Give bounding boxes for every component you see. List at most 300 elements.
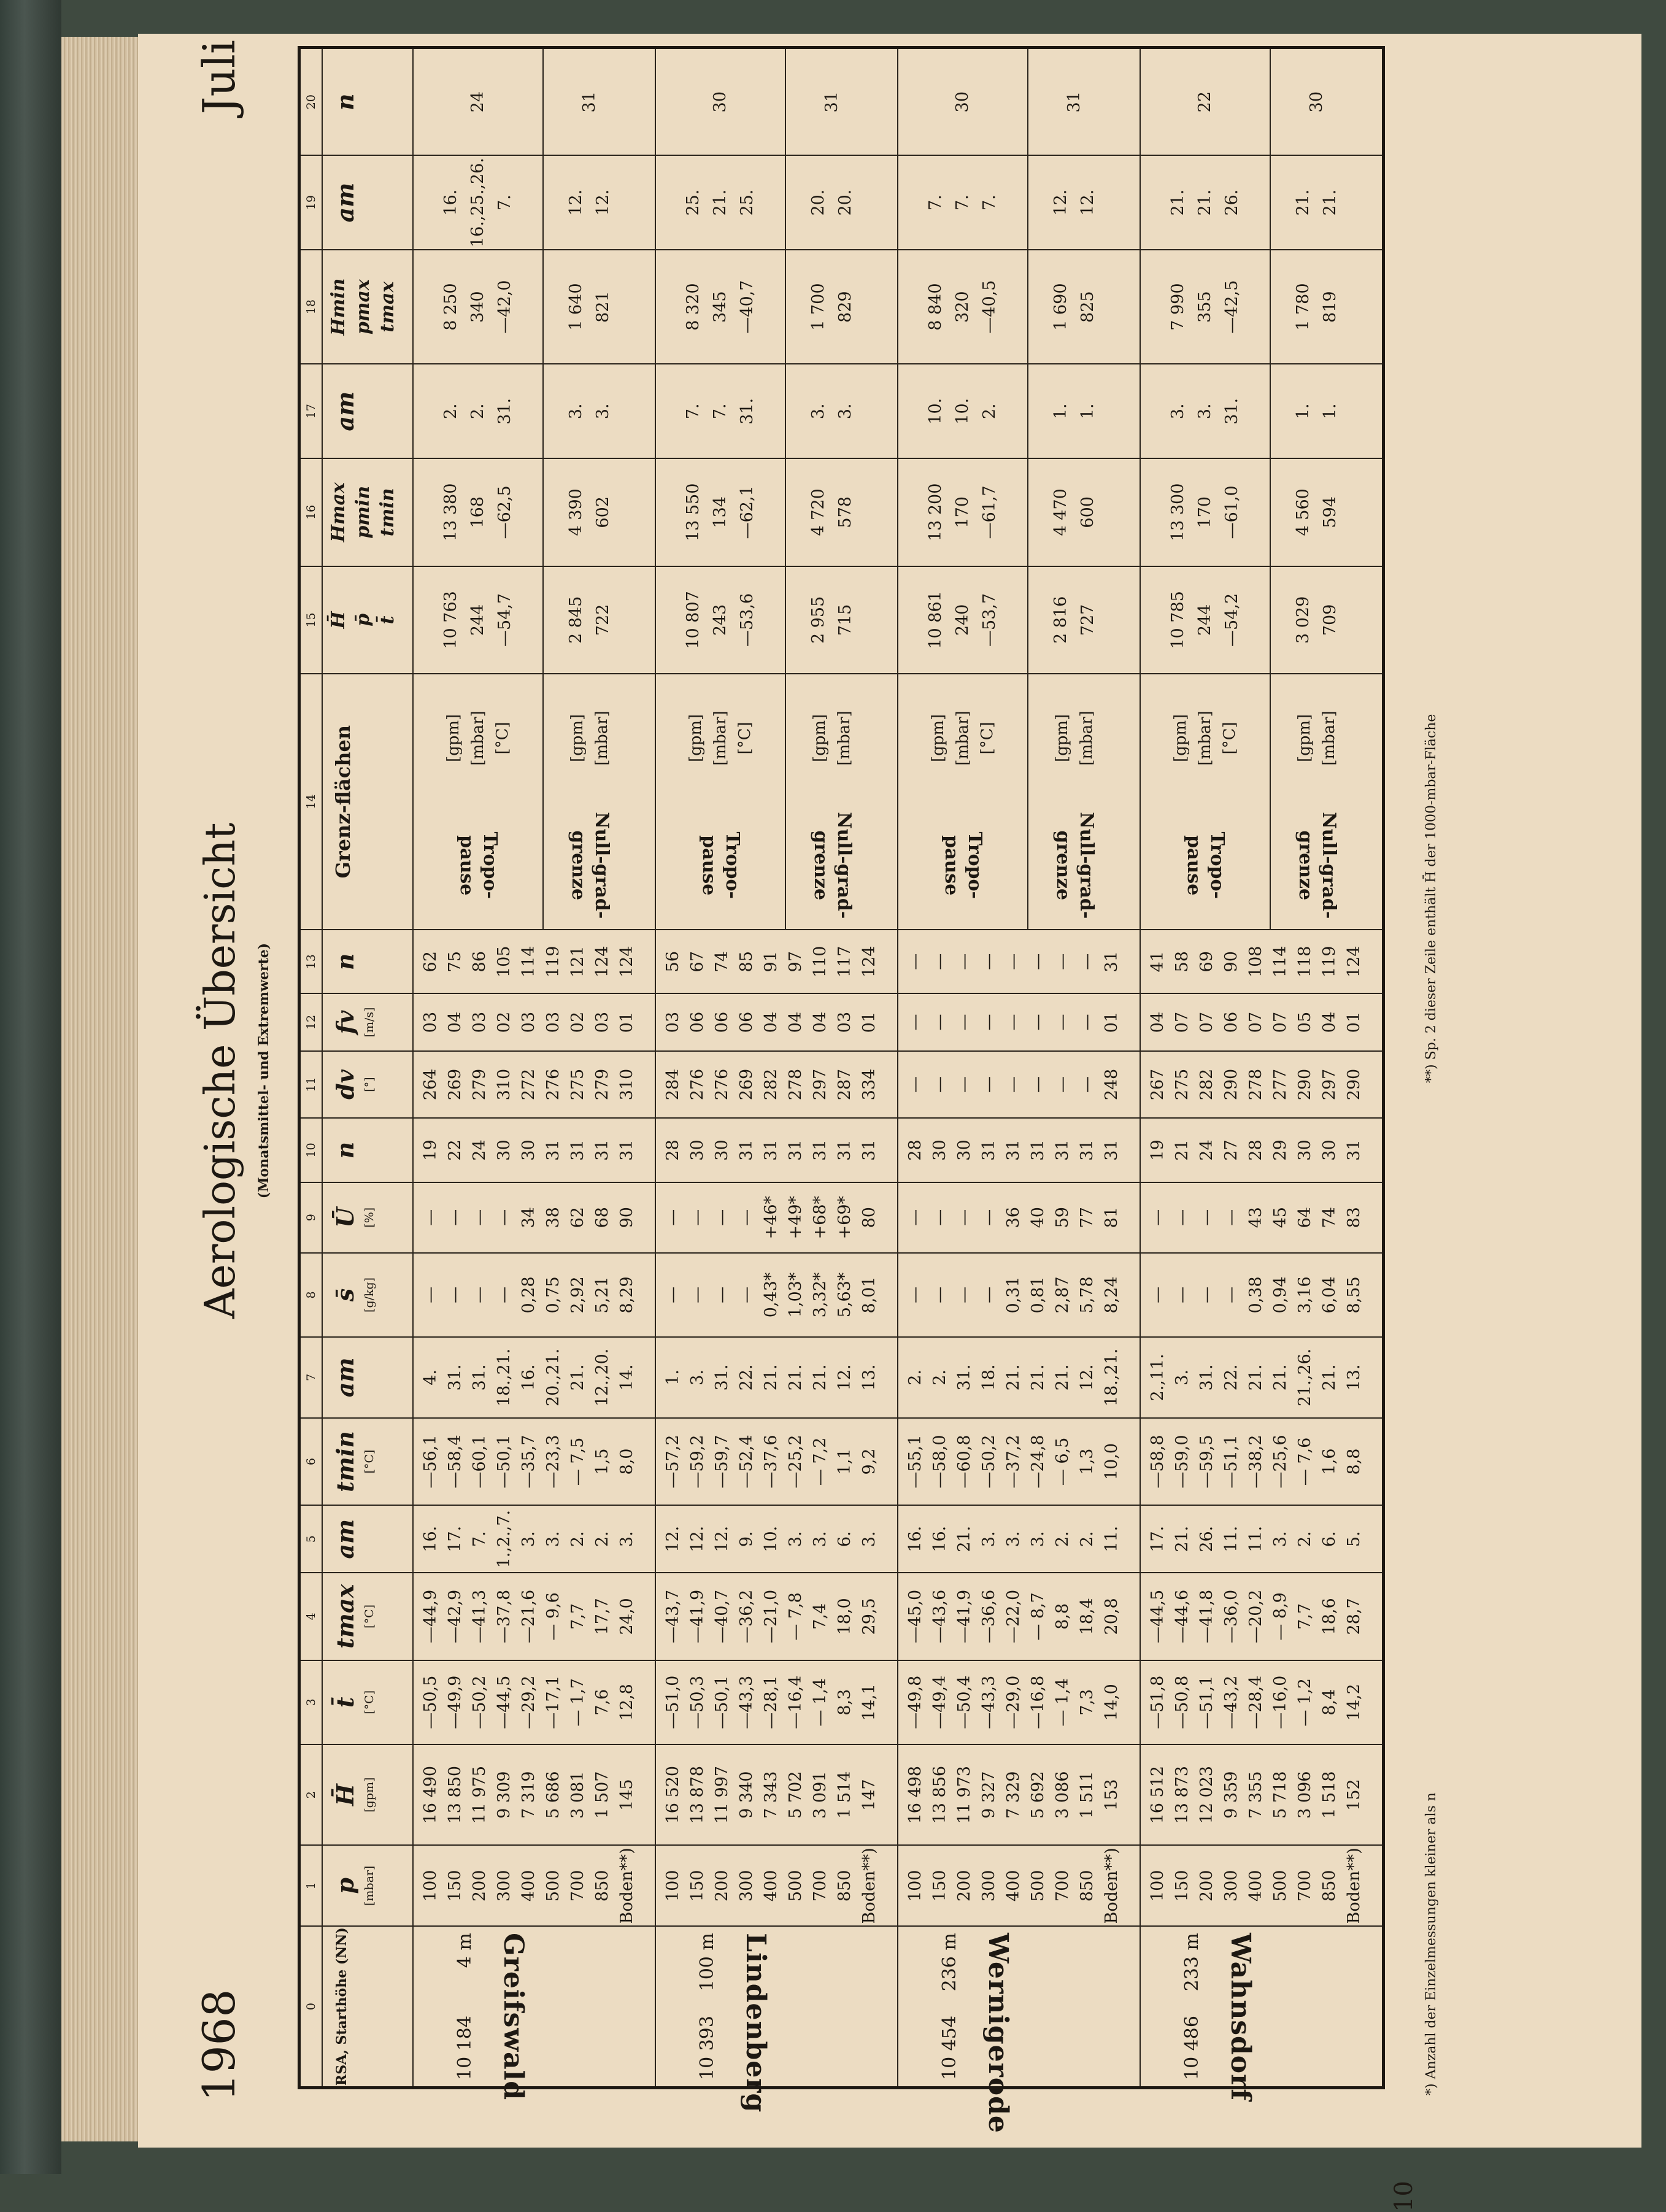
unit-list xyxy=(786,674,878,801)
table-cell: 2 955 xyxy=(809,596,828,644)
tropopause-values xyxy=(414,459,544,566)
day-col xyxy=(898,1337,1140,1418)
nullgrad-values xyxy=(1028,250,1120,364)
table-cell: 118 xyxy=(1295,946,1314,978)
month: Juli xyxy=(193,40,245,115)
table-cell: 3. xyxy=(544,1531,563,1547)
table-cell: 13 878 xyxy=(688,1765,707,1824)
table-cell: 14. xyxy=(617,1364,636,1391)
header-unit: [°] xyxy=(363,1077,376,1092)
table-cell: — 1,4 xyxy=(1053,1678,1072,1727)
day-values-cell xyxy=(413,364,655,458)
table-cell: —54,2 xyxy=(1222,593,1241,647)
station-height: 100 m xyxy=(696,1933,718,1992)
table-cell: 12. xyxy=(566,189,585,216)
header-sym: tmin xyxy=(377,488,398,537)
table-cell: 1. xyxy=(1051,403,1070,420)
table-cell: 10. xyxy=(953,398,972,425)
table-cell: 147 xyxy=(860,1779,879,1811)
tropopause-values xyxy=(414,49,544,155)
tropopause-values xyxy=(1141,250,1271,364)
table-cell: 31 xyxy=(568,1139,587,1161)
table-cell: — xyxy=(1004,1076,1023,1093)
table-cell: 12 023 xyxy=(1197,1765,1216,1824)
table-cell: —61,7 xyxy=(980,485,999,539)
table-cell: 7. xyxy=(495,195,514,210)
table-cell: 1 780 xyxy=(1294,283,1313,331)
table-cell: 62 xyxy=(421,951,440,973)
table-cell: 100 xyxy=(906,1870,925,1902)
table-cell: —45,0 xyxy=(906,1589,925,1643)
table-cell: 114 xyxy=(519,946,538,978)
table-cell: —42,9 xyxy=(445,1589,465,1643)
table-cell: — xyxy=(979,1209,998,1226)
temp-mean-col xyxy=(1140,1660,1384,1744)
grenzflaechen-cell xyxy=(898,674,1140,930)
table-cell: 11 973 xyxy=(955,1765,974,1824)
table-cell: 77 xyxy=(1078,1207,1097,1228)
table-cell: 25. xyxy=(738,189,757,216)
tropopause-values xyxy=(1141,567,1271,674)
table-cell: 297 xyxy=(1320,1068,1339,1101)
unit: [mbar] xyxy=(593,711,611,766)
table-cell: 8,4 xyxy=(1320,1689,1339,1716)
table-cell: 10 861 xyxy=(926,591,945,649)
table-cell: 11. xyxy=(1246,1525,1265,1552)
grenzflaechen-cell xyxy=(413,674,655,930)
table-cell: 150 xyxy=(445,1870,465,1902)
table-cell: 04 xyxy=(762,1011,781,1033)
table-cell: 80 xyxy=(860,1207,879,1228)
table-cell: 310 xyxy=(495,1068,514,1101)
header-sym: Ū xyxy=(331,1207,359,1228)
table-cell: 5. xyxy=(1344,1531,1363,1547)
table-cell: 41 xyxy=(1148,951,1167,973)
table-cell: 8 320 xyxy=(684,283,703,331)
table-cell: 22 xyxy=(1195,91,1214,113)
header-sym: Hmax xyxy=(328,482,349,542)
humidity-col xyxy=(655,1253,898,1337)
table-cell: — xyxy=(930,1286,949,1303)
table-cell: 284 xyxy=(663,1068,682,1101)
table-cell: 07 xyxy=(1173,1011,1192,1033)
table-cell: —49,4 xyxy=(930,1675,949,1729)
station-cell xyxy=(1140,1926,1384,2102)
page-title: Aerologische Übersicht xyxy=(196,822,245,1319)
table-cell: 7 355 xyxy=(1246,1771,1265,1819)
header-unit: [g/kg] xyxy=(363,1277,376,1312)
table-cell: 27 xyxy=(1222,1139,1241,1161)
header-sym: fv xyxy=(331,1010,359,1035)
table-cell: 03 xyxy=(593,1011,612,1033)
table-cell: 02 xyxy=(495,1011,514,1033)
table-cell: 170 xyxy=(1195,496,1214,528)
table-cell: 12. xyxy=(1078,1364,1097,1391)
table-cell: —24,8 xyxy=(1028,1435,1047,1489)
table-cell: — xyxy=(1078,1014,1097,1031)
table-cell: —50,1 xyxy=(495,1435,514,1489)
nullgrad-values xyxy=(1028,459,1120,566)
table-cell: 13 300 xyxy=(1168,483,1187,542)
table-cell: 83 xyxy=(1344,1207,1363,1228)
table-cell: 14,0 xyxy=(1102,1684,1121,1721)
header-sym: am xyxy=(331,1357,359,1398)
table-cell: — xyxy=(979,1076,998,1093)
footnote-2: **) Sp. 2 dieser Zeile enthält H̄ der 1000-mbar-Fläche xyxy=(1424,714,1439,1083)
table-cell: 31. xyxy=(1222,398,1241,425)
table-cell: 0,43* xyxy=(762,1272,781,1318)
table-cell: 24 xyxy=(1197,1139,1216,1161)
humidity-col xyxy=(898,1253,1140,1337)
table-cell: 21. xyxy=(1053,1364,1072,1391)
table-cell: +69* xyxy=(835,1196,854,1239)
table-cell: 200 xyxy=(712,1870,731,1902)
table-cell: 2. xyxy=(468,403,487,420)
grenzflaechen-cell xyxy=(1140,674,1384,930)
table-cell: 700 xyxy=(568,1870,587,1902)
station-id: 10 184 xyxy=(454,2016,476,2080)
year: 1968 xyxy=(193,1989,245,2102)
table-cell: 18. xyxy=(979,1364,998,1391)
table-cell: 272 xyxy=(519,1068,538,1101)
tropopause-values xyxy=(656,364,786,458)
table-cell: 819 xyxy=(1321,291,1340,323)
table-cell: —55,1 xyxy=(906,1435,925,1489)
table-cell: — xyxy=(1028,953,1047,970)
tropopause-values xyxy=(1141,49,1271,155)
nullgrad-values xyxy=(1028,49,1120,155)
table-cell: 16 498 xyxy=(906,1765,925,1824)
table-cell: —53,6 xyxy=(738,593,757,647)
table-cell: 355 xyxy=(1195,291,1214,323)
unit: [°C] xyxy=(978,722,997,755)
table-cell: 4 720 xyxy=(809,488,828,536)
table-cell: — xyxy=(979,953,998,970)
table-cell: —44,5 xyxy=(1148,1589,1167,1643)
table-cell: 244 xyxy=(468,604,487,636)
nullgrad-values xyxy=(1271,364,1363,458)
table-cell: — xyxy=(1028,1076,1047,1093)
table-cell: 1,6 xyxy=(1320,1448,1339,1475)
page-edges xyxy=(61,37,141,2141)
table-cell: —43,3 xyxy=(979,1675,998,1729)
table-cell: 31 xyxy=(786,1139,805,1161)
table-cell: 500 xyxy=(1271,1870,1290,1902)
header-tmax xyxy=(322,1573,413,1660)
table-cell: 297 xyxy=(811,1068,830,1101)
table-cell: 727 xyxy=(1078,604,1097,636)
header-sym: t̄ xyxy=(331,1697,359,1708)
count-values-cell xyxy=(898,48,1140,156)
table-cell: 30 xyxy=(1320,1139,1339,1161)
table-cell: —35,7 xyxy=(519,1435,538,1489)
table-cell: —22,0 xyxy=(1004,1589,1023,1643)
table-cell: 31 xyxy=(835,1139,854,1161)
table-cell: Boden**) xyxy=(617,1848,636,1924)
table-cell: 59 xyxy=(1053,1207,1072,1228)
day-values-cell xyxy=(1140,155,1384,250)
wind-dir-col xyxy=(655,1051,898,1119)
table-cell: 31 xyxy=(822,91,841,113)
table-cell: — xyxy=(1078,953,1097,970)
nullgrad-values xyxy=(1028,364,1120,458)
table-cell: — xyxy=(495,1209,514,1226)
table-cell: 9 359 xyxy=(1222,1771,1241,1819)
nullgrad-values xyxy=(544,156,636,249)
table-cell: 14,1 xyxy=(860,1684,879,1721)
table-cell: —50,2 xyxy=(470,1675,489,1729)
header-sym: H̄ xyxy=(331,1784,359,1806)
nullgrad-values xyxy=(1271,156,1363,249)
table-cell: 5,63* xyxy=(835,1272,854,1318)
table-cell: 13 380 xyxy=(441,483,460,542)
table-cell: — xyxy=(1004,1014,1023,1031)
table-cell: 10 785 xyxy=(1168,591,1187,649)
temp-max-col xyxy=(413,1573,655,1660)
table-cell: 16 490 xyxy=(421,1765,440,1824)
table-cell: 269 xyxy=(737,1068,756,1101)
header-sym: n xyxy=(331,1141,359,1159)
table-cell: — xyxy=(1222,1209,1241,1226)
table-cell: 8,29 xyxy=(617,1276,636,1314)
table-cell: — xyxy=(906,1286,925,1303)
table-cell: 40 xyxy=(1028,1207,1047,1228)
table-cell: Boden**) xyxy=(1102,1848,1121,1924)
table-cell: 31 xyxy=(1053,1139,1072,1161)
table-cell: 06 xyxy=(1222,1011,1241,1033)
table-cell: 110 xyxy=(811,946,830,978)
table-cell: Boden**) xyxy=(860,1848,879,1924)
table-cell: — xyxy=(1004,953,1023,970)
table-cell: —25,2 xyxy=(786,1435,805,1489)
table-cell: —37,6 xyxy=(762,1435,781,1489)
table-cell: +46* xyxy=(762,1196,781,1239)
table-cell: 13. xyxy=(860,1364,879,1391)
table-cell: 0,81 xyxy=(1028,1276,1047,1314)
table-cell: 5 718 xyxy=(1271,1771,1290,1819)
table-cell: 3 096 xyxy=(1295,1771,1314,1819)
table-cell: 1,1 xyxy=(835,1448,854,1475)
tropopause-values xyxy=(656,156,786,249)
table-cell: —62,5 xyxy=(495,485,514,539)
table-cell: 7 343 xyxy=(762,1771,781,1819)
table-cell: 715 xyxy=(836,604,855,636)
table-cell: 12. xyxy=(688,1525,707,1552)
header-sym: Hmin xyxy=(328,278,349,336)
table-cell: 17. xyxy=(1148,1525,1167,1552)
unit-list xyxy=(1028,674,1120,801)
table-cell: 21. xyxy=(1173,1525,1192,1552)
header-sym: pmin xyxy=(352,485,374,539)
table-cell: 85 xyxy=(737,951,756,973)
table-cell: —58,8 xyxy=(1148,1435,1167,1489)
table-cell: 21. xyxy=(762,1364,781,1391)
table-cell: 10. xyxy=(926,398,945,425)
table-cell: 20. xyxy=(809,189,828,216)
table-cell: —44,5 xyxy=(495,1675,514,1729)
max-values-cell xyxy=(655,458,898,566)
station-cell xyxy=(413,1926,655,2101)
table-cell: 31 xyxy=(979,1139,998,1161)
table-cell: 31. xyxy=(495,398,514,425)
mean-values-cell xyxy=(655,566,898,674)
table-cell: 03 xyxy=(470,1011,489,1033)
table-cell: — xyxy=(712,1286,731,1303)
table-cell: 03 xyxy=(519,1011,538,1033)
table-cell: — 9,6 xyxy=(544,1592,563,1641)
day-values-cell xyxy=(655,155,898,250)
table-cell: 200 xyxy=(470,1870,489,1902)
table-cell: — xyxy=(445,1286,465,1303)
unit: [mbar] xyxy=(469,711,487,766)
nullgrad-values xyxy=(1028,567,1120,674)
header-n xyxy=(322,1118,413,1182)
table-cell: 12. xyxy=(663,1525,682,1552)
table-cell: 31 xyxy=(1004,1139,1023,1161)
table-cell: 30 xyxy=(712,1139,731,1161)
table-cell: 821 xyxy=(593,291,612,323)
table-cell: —41,9 xyxy=(688,1589,707,1643)
table-cell: 31 xyxy=(617,1139,636,1161)
table-cell: 06 xyxy=(712,1011,731,1033)
table-cell: 248 xyxy=(1102,1068,1121,1101)
header-sym: tmax xyxy=(331,1584,359,1649)
table-cell: 6. xyxy=(1320,1531,1339,1547)
table-cell: 81 xyxy=(1102,1207,1121,1228)
table-cell: 278 xyxy=(786,1068,805,1101)
table-cell: 31. xyxy=(1197,1364,1216,1391)
page-number: 10 xyxy=(1390,2181,1418,2212)
table-cell: —40,7 xyxy=(712,1589,731,1643)
table-cell: —41,3 xyxy=(470,1589,489,1643)
table-cell: 31. xyxy=(712,1364,731,1391)
table-cell: 243 xyxy=(711,604,730,636)
station-meta xyxy=(931,1933,968,2080)
nullgrad-block xyxy=(786,674,878,929)
table-cell: 1 700 xyxy=(809,283,828,331)
column-number: 19 xyxy=(299,155,323,250)
temp-max-col xyxy=(655,1573,898,1660)
grenzflaechen-cell xyxy=(655,674,898,930)
table-cell: 8,55 xyxy=(1344,1276,1363,1314)
header-sym: tmin xyxy=(331,1431,359,1492)
max-values-cell xyxy=(898,458,1140,566)
nullgrad-values xyxy=(1271,459,1363,566)
table-cell: 3. xyxy=(688,1369,707,1385)
nullgrad-values xyxy=(786,364,878,458)
header-extreme-max xyxy=(322,458,413,566)
table-cell: — xyxy=(906,1209,925,1226)
table-cell: — xyxy=(955,1014,974,1031)
table-cell: 3. xyxy=(593,403,612,420)
table-cell: — xyxy=(930,953,949,970)
table-cell: — xyxy=(955,1286,974,1303)
unit-list xyxy=(656,674,785,801)
column-number: 3 xyxy=(299,1660,323,1744)
table-cell: — xyxy=(906,1014,925,1031)
nullgrad-block xyxy=(1028,674,1120,929)
table-cell: 91 xyxy=(762,951,781,973)
table-cell: 97 xyxy=(786,951,805,973)
table-cell: 21. xyxy=(786,1364,805,1391)
day-col xyxy=(413,1505,655,1573)
table-cell: 5 692 xyxy=(1028,1771,1047,1819)
table-cell: 28 xyxy=(906,1139,925,1161)
table-cell: — xyxy=(906,1076,925,1093)
column-number: 2 xyxy=(299,1744,323,1846)
table-cell: 300 xyxy=(1222,1870,1241,1902)
table-cell: 1. xyxy=(1294,403,1313,420)
table-cell: 30 xyxy=(519,1139,538,1161)
nullgrad-values xyxy=(786,250,878,364)
tropopause-label: Tropo-pause xyxy=(698,831,743,900)
table-cell: 04 xyxy=(1148,1011,1167,1033)
table-cell: 2 816 xyxy=(1051,596,1070,644)
header-grenzflaechen: Grenz-flächen xyxy=(322,674,413,930)
table-cell: —21,6 xyxy=(519,1589,538,1643)
table-cell: 276 xyxy=(712,1068,731,1101)
header-sym: n xyxy=(331,953,359,971)
table-cell: 108 xyxy=(1246,946,1265,978)
table-cell: 21. xyxy=(1004,1364,1023,1391)
table-cell: 03 xyxy=(835,1011,854,1033)
table-cell: —36,2 xyxy=(737,1589,756,1643)
table-cell: 500 xyxy=(544,1870,563,1902)
table-cell: 10 807 xyxy=(684,591,703,649)
mean-values-cell xyxy=(898,566,1140,674)
header-unit: [gpm] xyxy=(363,1777,376,1813)
column-number: 8 xyxy=(299,1253,323,1337)
table-cell: 31 xyxy=(737,1139,756,1161)
table-cell: 7. xyxy=(953,195,972,210)
unit: [mbar] xyxy=(835,711,854,766)
table-cell: 06 xyxy=(737,1011,756,1033)
table-cell: 1.,2.,7. xyxy=(495,1509,514,1568)
table-cell: 68 xyxy=(593,1207,612,1228)
tropopause-values xyxy=(414,364,544,458)
header-am xyxy=(322,1505,413,1573)
temp-mean-col xyxy=(898,1660,1140,1744)
unit: [mbar] xyxy=(1320,711,1338,766)
unit: [°C] xyxy=(493,722,512,755)
table-cell: — 6,5 xyxy=(1053,1437,1072,1486)
wind-dir-col xyxy=(898,1051,1140,1119)
header-unit: [m/s] xyxy=(363,1007,376,1038)
table-cell: 124 xyxy=(860,946,879,978)
table-cell: 7,3 xyxy=(1078,1689,1097,1716)
header-t xyxy=(322,1660,413,1744)
day-values-cell xyxy=(898,364,1140,458)
table-cell: 13 856 xyxy=(930,1765,949,1824)
table-cell: 4. xyxy=(421,1369,440,1385)
table-cell: —59,7 xyxy=(712,1435,731,1489)
table-cell: 90 xyxy=(1222,951,1241,973)
table-cell: 709 xyxy=(1321,604,1340,636)
table-cell: 69 xyxy=(1197,951,1216,973)
table-cell: 30 xyxy=(930,1139,949,1161)
count-col xyxy=(1140,930,1384,993)
tropopause-values xyxy=(1141,364,1271,458)
day-col xyxy=(655,1505,898,1573)
table-cell: — xyxy=(470,1209,489,1226)
table-cell: —28,4 xyxy=(1246,1675,1265,1729)
table-cell: 7 990 xyxy=(1168,283,1187,331)
table-cell: 8,01 xyxy=(860,1276,879,1314)
header-extreme-min xyxy=(322,250,413,364)
column-number: 11 xyxy=(299,1051,323,1119)
table-cell: — xyxy=(930,1014,949,1031)
table-cell: — xyxy=(906,953,925,970)
